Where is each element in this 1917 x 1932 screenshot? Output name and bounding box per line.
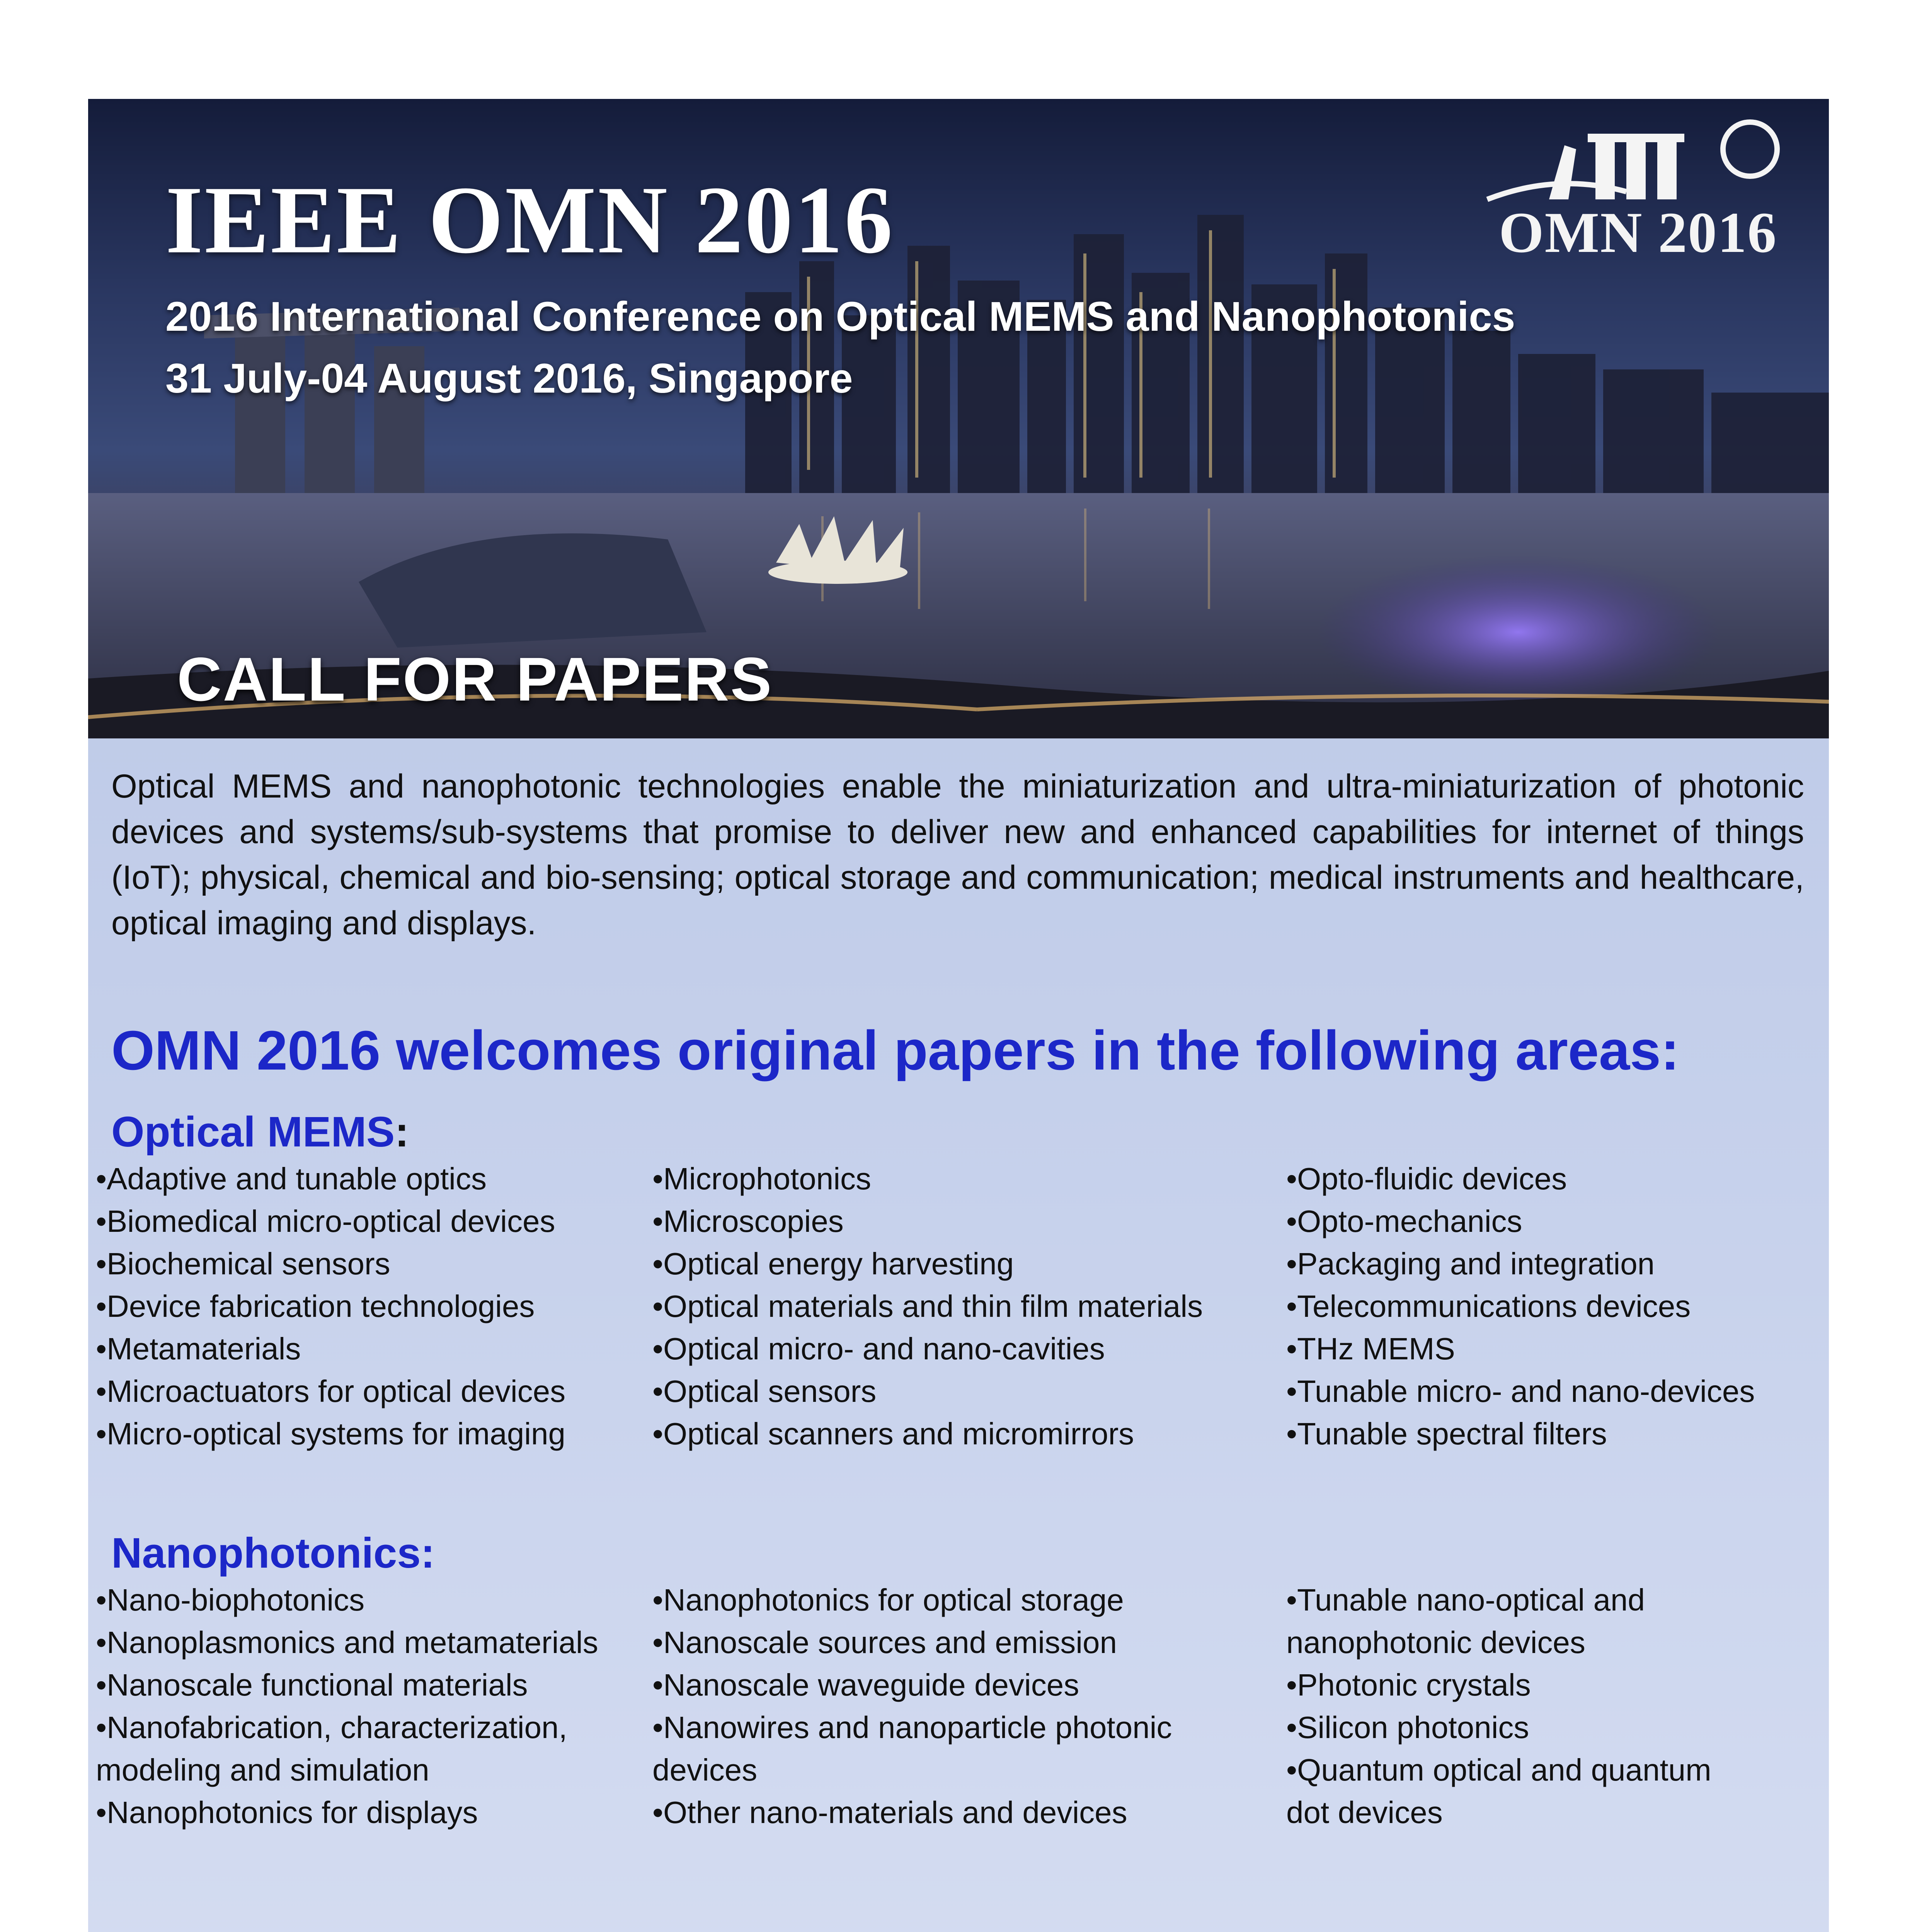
topic-item: •Microactuators for optical devices	[96, 1374, 566, 1408]
nanophotonics-topics-col2	[652, 1579, 1271, 1834]
topic-item: •Optical energy harvesting	[652, 1247, 1014, 1281]
topic-item: •Microscopies	[652, 1204, 844, 1238]
topic-item: •Tunable spectral filters	[1286, 1417, 1607, 1451]
topic-item: •Nanophotonics for displays	[96, 1795, 478, 1830]
topic-item: dot devices	[1286, 1795, 1443, 1830]
topic-item: •Silicon photonics	[1286, 1710, 1529, 1745]
conference-dates-location: 31 July-04 August 2016, Singapore	[165, 355, 853, 401]
topic-item: •Adaptive and tunable optics	[96, 1162, 487, 1196]
nanophotonics-heading: Nanophotonics:	[111, 1529, 435, 1577]
topic-item: •Nanofabrication, characterization,	[96, 1710, 567, 1745]
conference-title: IEEE OMN 2016	[165, 167, 894, 274]
conference-full-name: 2016 International Conference on Optical MEMS and Nanophotonics	[165, 293, 1515, 340]
topic-item: •Nanoscale waveguide devices	[652, 1668, 1079, 1702]
topic-item: •Nanowires and nanoparticle photonic	[652, 1710, 1172, 1745]
topic-item: •Tunable micro- and nano-devices	[1286, 1374, 1755, 1408]
topic-item: •Nanophotonics for optical storage	[652, 1583, 1124, 1617]
topic-item: •Tunable nano-optical and	[1286, 1583, 1645, 1617]
header-banner	[88, 99, 1829, 738]
topic-item: •Nanoscale functional materials	[96, 1668, 528, 1702]
topic-item: •Nanoscale sources and emission	[652, 1625, 1117, 1660]
optical-mems-heading-text: Optical MEMS	[111, 1108, 395, 1156]
topic-item: •Device fabrication technologies	[96, 1289, 535, 1323]
optical-mems-topics-col1	[96, 1158, 637, 1455]
topic-item: devices	[652, 1753, 758, 1787]
poster	[88, 99, 1829, 1932]
optical-mems-topics-col3	[1286, 1158, 1820, 1455]
topic-item: •Microphotonics	[652, 1162, 872, 1196]
optical-mems-heading-colon: :	[395, 1108, 409, 1156]
topic-item: •Micro-optical systems for imaging	[96, 1417, 565, 1451]
topic-item: •Other nano-materials and devices	[652, 1795, 1127, 1830]
topic-item: •Optical micro- and nano-cavities	[652, 1332, 1105, 1366]
topic-item: •Biomedical micro-optical devices	[96, 1204, 555, 1238]
optical-mems-topics-col2	[652, 1158, 1271, 1455]
topic-item: nanophotonic devices	[1286, 1625, 1585, 1660]
topic-item: •Optical materials and thin film materials	[652, 1289, 1203, 1323]
topic-item: •Quantum optical and quantum	[1286, 1753, 1711, 1787]
topic-item: •Photonic crystals	[1286, 1668, 1531, 1702]
intro-paragraph: Optical MEMS and nanophotonic technologies enable the miniaturization and ultra-miniaturization of photonic devices and systems/sub-systems that promise to deliver new and enhanced capabilities for internet of things (IoT); physical, chemical and bio-sensing; optical storage and communication; medical instruments and healthcare, optical imaging and displays.	[111, 768, 1804, 942]
topic-item: •Nanoplasmonics and metamaterials	[96, 1625, 598, 1660]
topic-item: modeling and simulation	[96, 1753, 429, 1787]
topic-item: •THz MEMS	[1286, 1332, 1455, 1366]
topic-item: •Opto-fluidic devices	[1286, 1162, 1567, 1196]
areas-heading: OMN 2016 welcomes original papers in the following areas:	[111, 1019, 1680, 1082]
topic-item: •Nano-biophotonics	[96, 1583, 365, 1617]
nanophotonics-topics-col1	[96, 1579, 637, 1834]
optical-mems-heading	[111, 1107, 409, 1156]
topic-item: •Opto-mechanics	[1286, 1204, 1522, 1238]
topic-item: •Biochemical sensors	[96, 1247, 390, 1281]
omn-logo-text: OMN 2016	[1498, 201, 1777, 265]
topic-item: •Optical sensors	[652, 1374, 877, 1408]
call-for-papers-heading: CALL FOR PAPERS	[177, 645, 773, 714]
omn-2016-logo	[1479, 114, 1796, 265]
topic-item: •Packaging and integration	[1286, 1247, 1655, 1281]
topic-item: •Metamaterials	[96, 1332, 301, 1366]
nanophotonics-topics-col3	[1286, 1579, 1820, 1834]
topic-item: •Telecommunications devices	[1286, 1289, 1691, 1323]
merlion-skyline-logo-icon	[1479, 114, 1796, 207]
topic-item: •Optical scanners and micromirrors	[652, 1417, 1134, 1451]
